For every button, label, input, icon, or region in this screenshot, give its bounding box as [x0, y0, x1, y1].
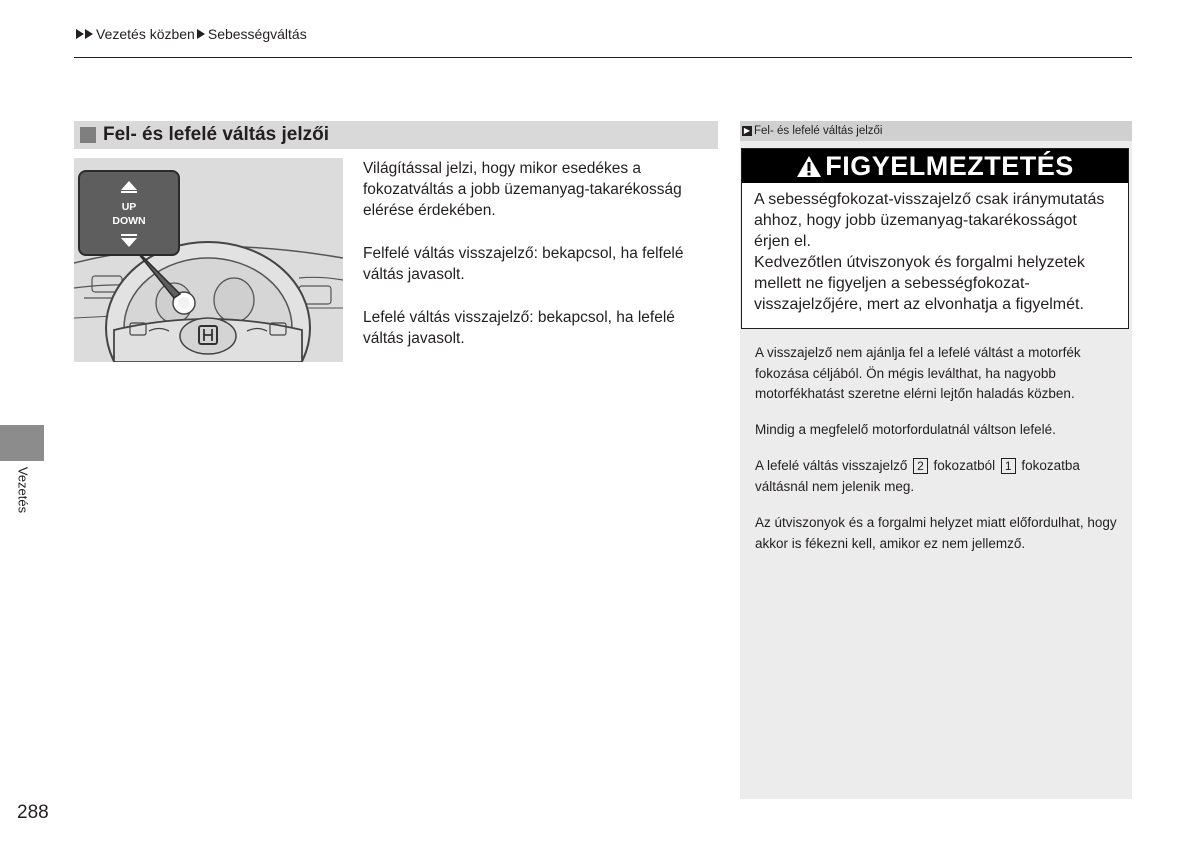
breadcrumb	[76, 26, 307, 42]
downshift-text: Lefelé váltás visszajelző: bekapcsol, ha lefelé váltás javasolt.	[363, 309, 675, 347]
header-rule	[74, 57, 1132, 58]
warning-box	[741, 148, 1129, 329]
upshift-arrow-icon	[121, 181, 137, 190]
note-gear-text-b: fokozatból	[933, 458, 996, 473]
breadcrumb-arrow-icon	[85, 29, 93, 39]
warning-title	[742, 149, 1128, 183]
chapter-tab	[0, 425, 44, 461]
warning-triangle-icon	[796, 154, 822, 178]
chapter-tab-label: Vezetés	[15, 466, 31, 514]
warning-title-text: FIGYELMEZTETÉS	[825, 150, 1074, 181]
breadcrumb-item-shifting[interactable]: Sebességváltás	[207, 26, 307, 42]
section-square-icon	[80, 127, 96, 143]
note-rpm	[755, 420, 1121, 441]
note-braking-text: Az útviszonyok és a forgalmi helyzet miatt előfordulhat, hogy akkor is fékezni kell, amikor ez nem jellemző.	[755, 515, 1117, 551]
note-engine-brake-text: A visszajelző nem ajánlja fel a lefelé váltást a motorfék fokozása céljából. Ön mégis leválthat, ha nagyobb motorfékhatást szeretne elérni lejtőn haladás közben.	[755, 345, 1081, 401]
sidebar-panel	[740, 121, 1132, 799]
gear-1-badge: 1	[1001, 458, 1016, 474]
reference-arrow-icon: ▶	[743, 126, 751, 135]
intro-text: Világítással jelzi, hogy mikor esedékes a fokozatváltás a jobb üzemanyag-takarékosság elérése érdekében.	[363, 160, 682, 219]
note-gear-text-a: A lefelé váltás visszajelző	[755, 458, 908, 473]
section-title: Fel- és lefelé váltás jelzői	[103, 124, 329, 145]
breadcrumb-arrow-icon	[197, 29, 205, 39]
upshift-label: UP	[121, 201, 137, 213]
downshift-paragraph	[363, 307, 719, 349]
warning-text-1: A sebességfokozat-visszajelző csak iránymutatás ahhoz, hogy jobb üzemanyag-takarékosságot érjen el.	[754, 191, 1105, 250]
upshift-text: Felfelé váltás visszajelző: bekapcsol, ha felfelé váltás javasolt.	[363, 245, 684, 283]
shift-indicator-callout	[78, 170, 180, 256]
note-rpm-text: Mindig a megfelelő motorfordulatnál váltson lefelé.	[755, 422, 1056, 437]
downshift-arrow-icon	[121, 238, 137, 247]
sidebar-header-label[interactable]: Fel- és lefelé váltás jelzői	[754, 125, 883, 137]
note-gear-text-c: fokozatba váltásnál nem jelenik meg.	[755, 458, 1080, 494]
sidebar-header	[740, 121, 1132, 141]
breadcrumb-item-driving[interactable]: Vezetés közben	[96, 26, 195, 42]
gear-2-badge: 2	[913, 458, 928, 474]
note-gear-range	[755, 456, 1121, 497]
note-braking	[755, 513, 1121, 554]
breadcrumb-arrow-icon	[76, 29, 84, 39]
intro-paragraph	[363, 158, 719, 221]
warning-text-2: Kedvezőtlen útviszonyok és forgalmi helyzetek mellett ne figyeljen a sebességfokozat-visszajelzőjére, mert az elvonhatja a figyelmét.	[754, 254, 1085, 313]
note-engine-brake	[755, 343, 1121, 405]
section-heading	[74, 121, 718, 149]
dashboard-illustration	[74, 158, 343, 362]
warning-body	[742, 183, 1128, 315]
upshift-paragraph	[363, 243, 719, 285]
page-number: 288	[17, 802, 49, 823]
downshift-label: DOWN	[112, 215, 146, 227]
